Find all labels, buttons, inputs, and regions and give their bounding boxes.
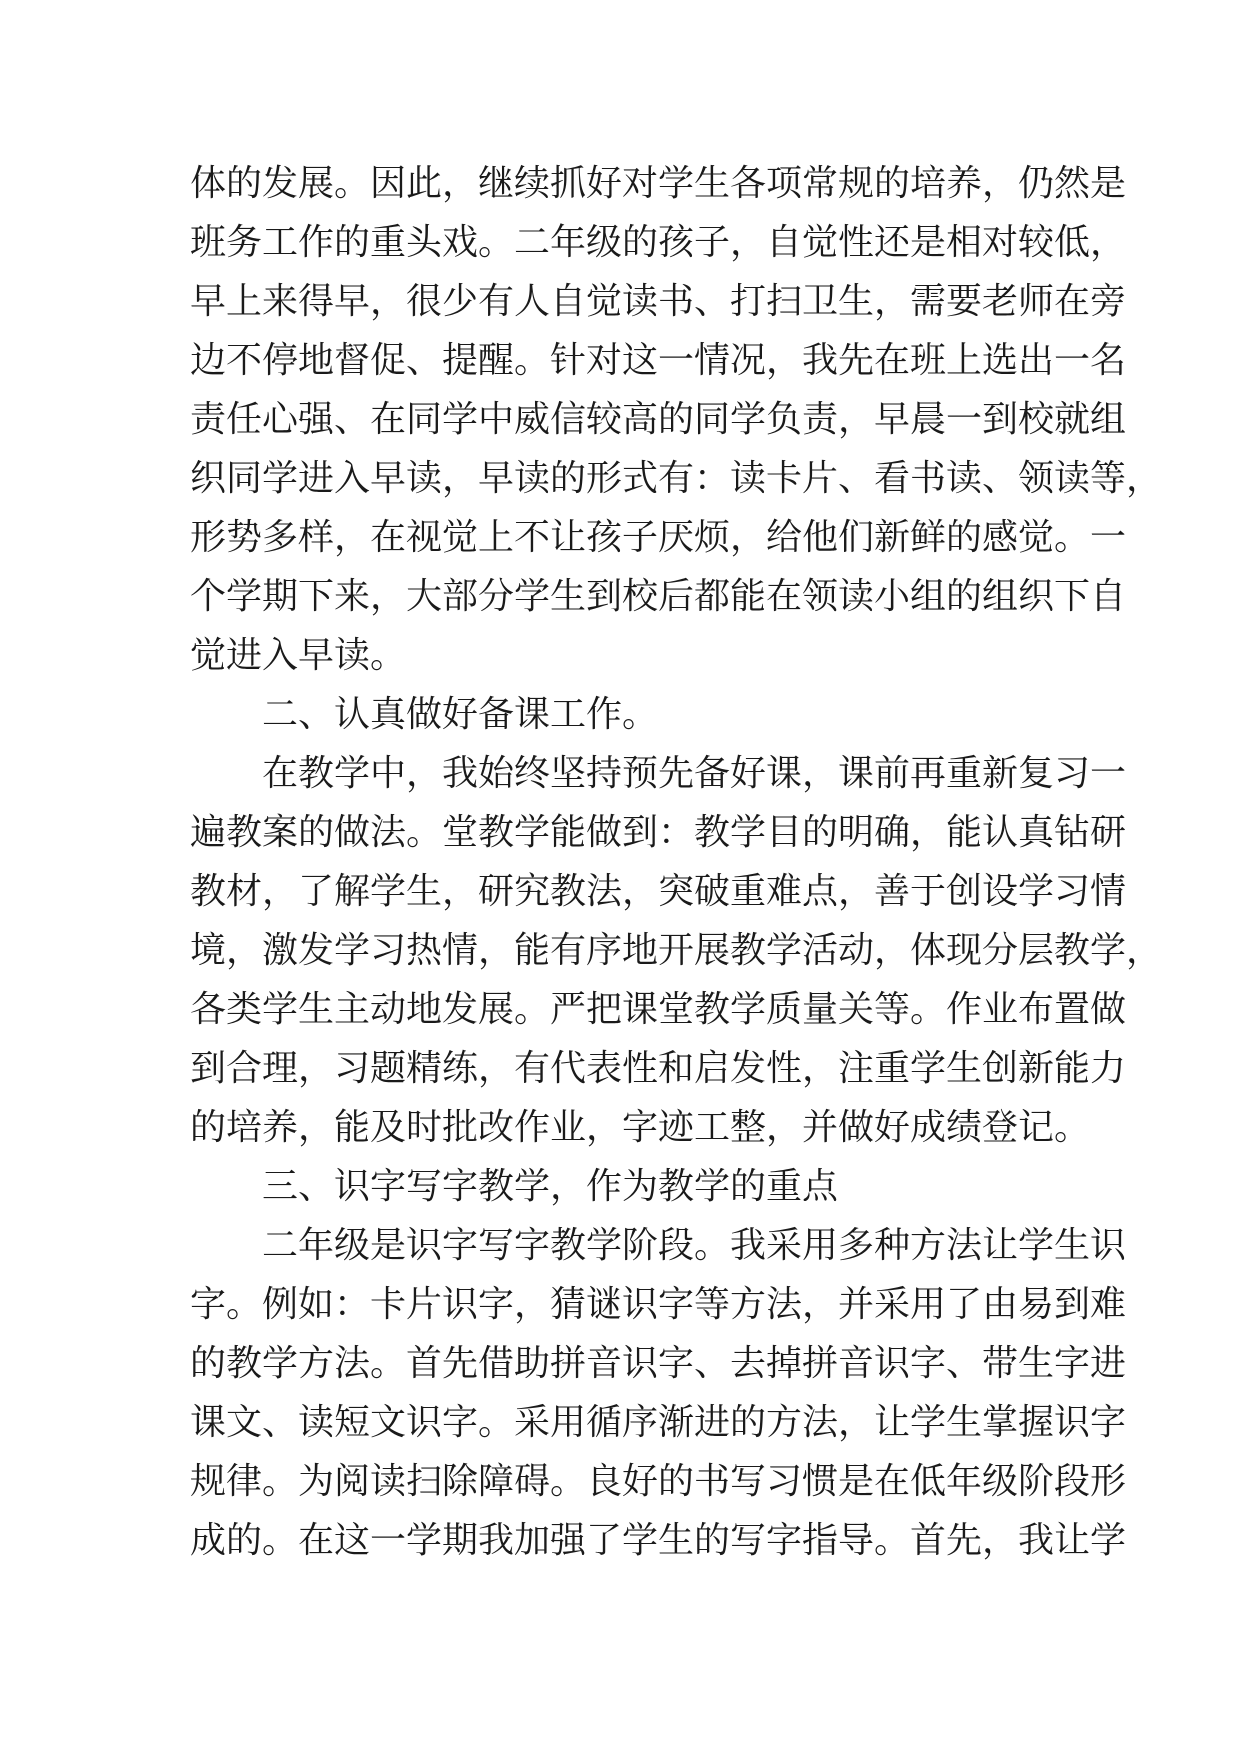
text-line: 境，激发学习热情，能有序地开展教学活动，体现分层教学，: [190, 930, 1163, 971]
text-line: 觉进入早读。: [190, 635, 407, 676]
text-line: 成的。在这一学期我加强了学生的写字指导。首先，我让学: [190, 1520, 1127, 1561]
section-heading: 三、识字写字教学，作为教学的重点: [262, 1166, 839, 1207]
text-line: 到合理，习题精练，有代表性和启发性，注重学生创新能力: [190, 1048, 1127, 1089]
text-line: 早上来得早，很少有人自觉读书、打扫卫生，需要老师在旁: [190, 281, 1127, 322]
body-text: [190, 154, 1163, 1570]
text-line: 边不停地督促、提醒。针对这一情况，我先在班上选出一名: [190, 340, 1127, 381]
text-line: 课文、读短文识字。采用循序渐进的方法，让学生掌握识字: [190, 1402, 1127, 1443]
text-line: 个学期下来，大部分学生到校后都能在领读小组的组织下自: [190, 576, 1127, 617]
text-line: 各类学生主动地发展。严把课堂教学质量关等。作业布置做: [190, 989, 1127, 1030]
text-line: 形势多样，在视觉上不让孩子厌烦，给他们新鲜的感觉。一: [190, 517, 1127, 558]
section-heading: 二、认真做好备课工作。: [262, 694, 659, 735]
text-line: 的培养，能及时批改作业，字迹工整，并做好成绩登记。: [190, 1107, 1091, 1148]
text-line: 责任心强、在同学中威信较高的同学负责，早晨一到校就组: [190, 399, 1127, 440]
text-line: 字。例如：卡片识字，猜谜识字等方法，并采用了由易到难: [190, 1284, 1127, 1325]
text-line: 织同学进入早读，早读的形式有：读卡片、看书读、领读等，: [190, 458, 1163, 499]
text-line: 遍教案的做法。堂教学能做到：教学目的明确，能认真钻研: [190, 812, 1127, 853]
text-line: 的教学方法。首先借助拼音识字、去掉拼音识字、带生字进: [190, 1343, 1127, 1384]
text-line: 二年级是识字写字教学阶段。我采用多种方法让学生识: [262, 1225, 1127, 1266]
text-line: 规律。为阅读扫除障碍。良好的书写习惯是在低年级阶段形: [190, 1461, 1127, 1502]
text-line: 教材，了解学生，研究教法，突破重难点，善于创设学习情: [190, 871, 1127, 912]
text-line: 班务工作的重头戏。二年级的孩子，自觉性还是相对较低，: [190, 222, 1127, 263]
text-line: 在教学中，我始终坚持预先备好课，课前再重新复习一: [262, 753, 1127, 794]
text-line: 体的发展。因此，继续抓好对学生各项常规的培养，仍然是: [190, 163, 1127, 204]
